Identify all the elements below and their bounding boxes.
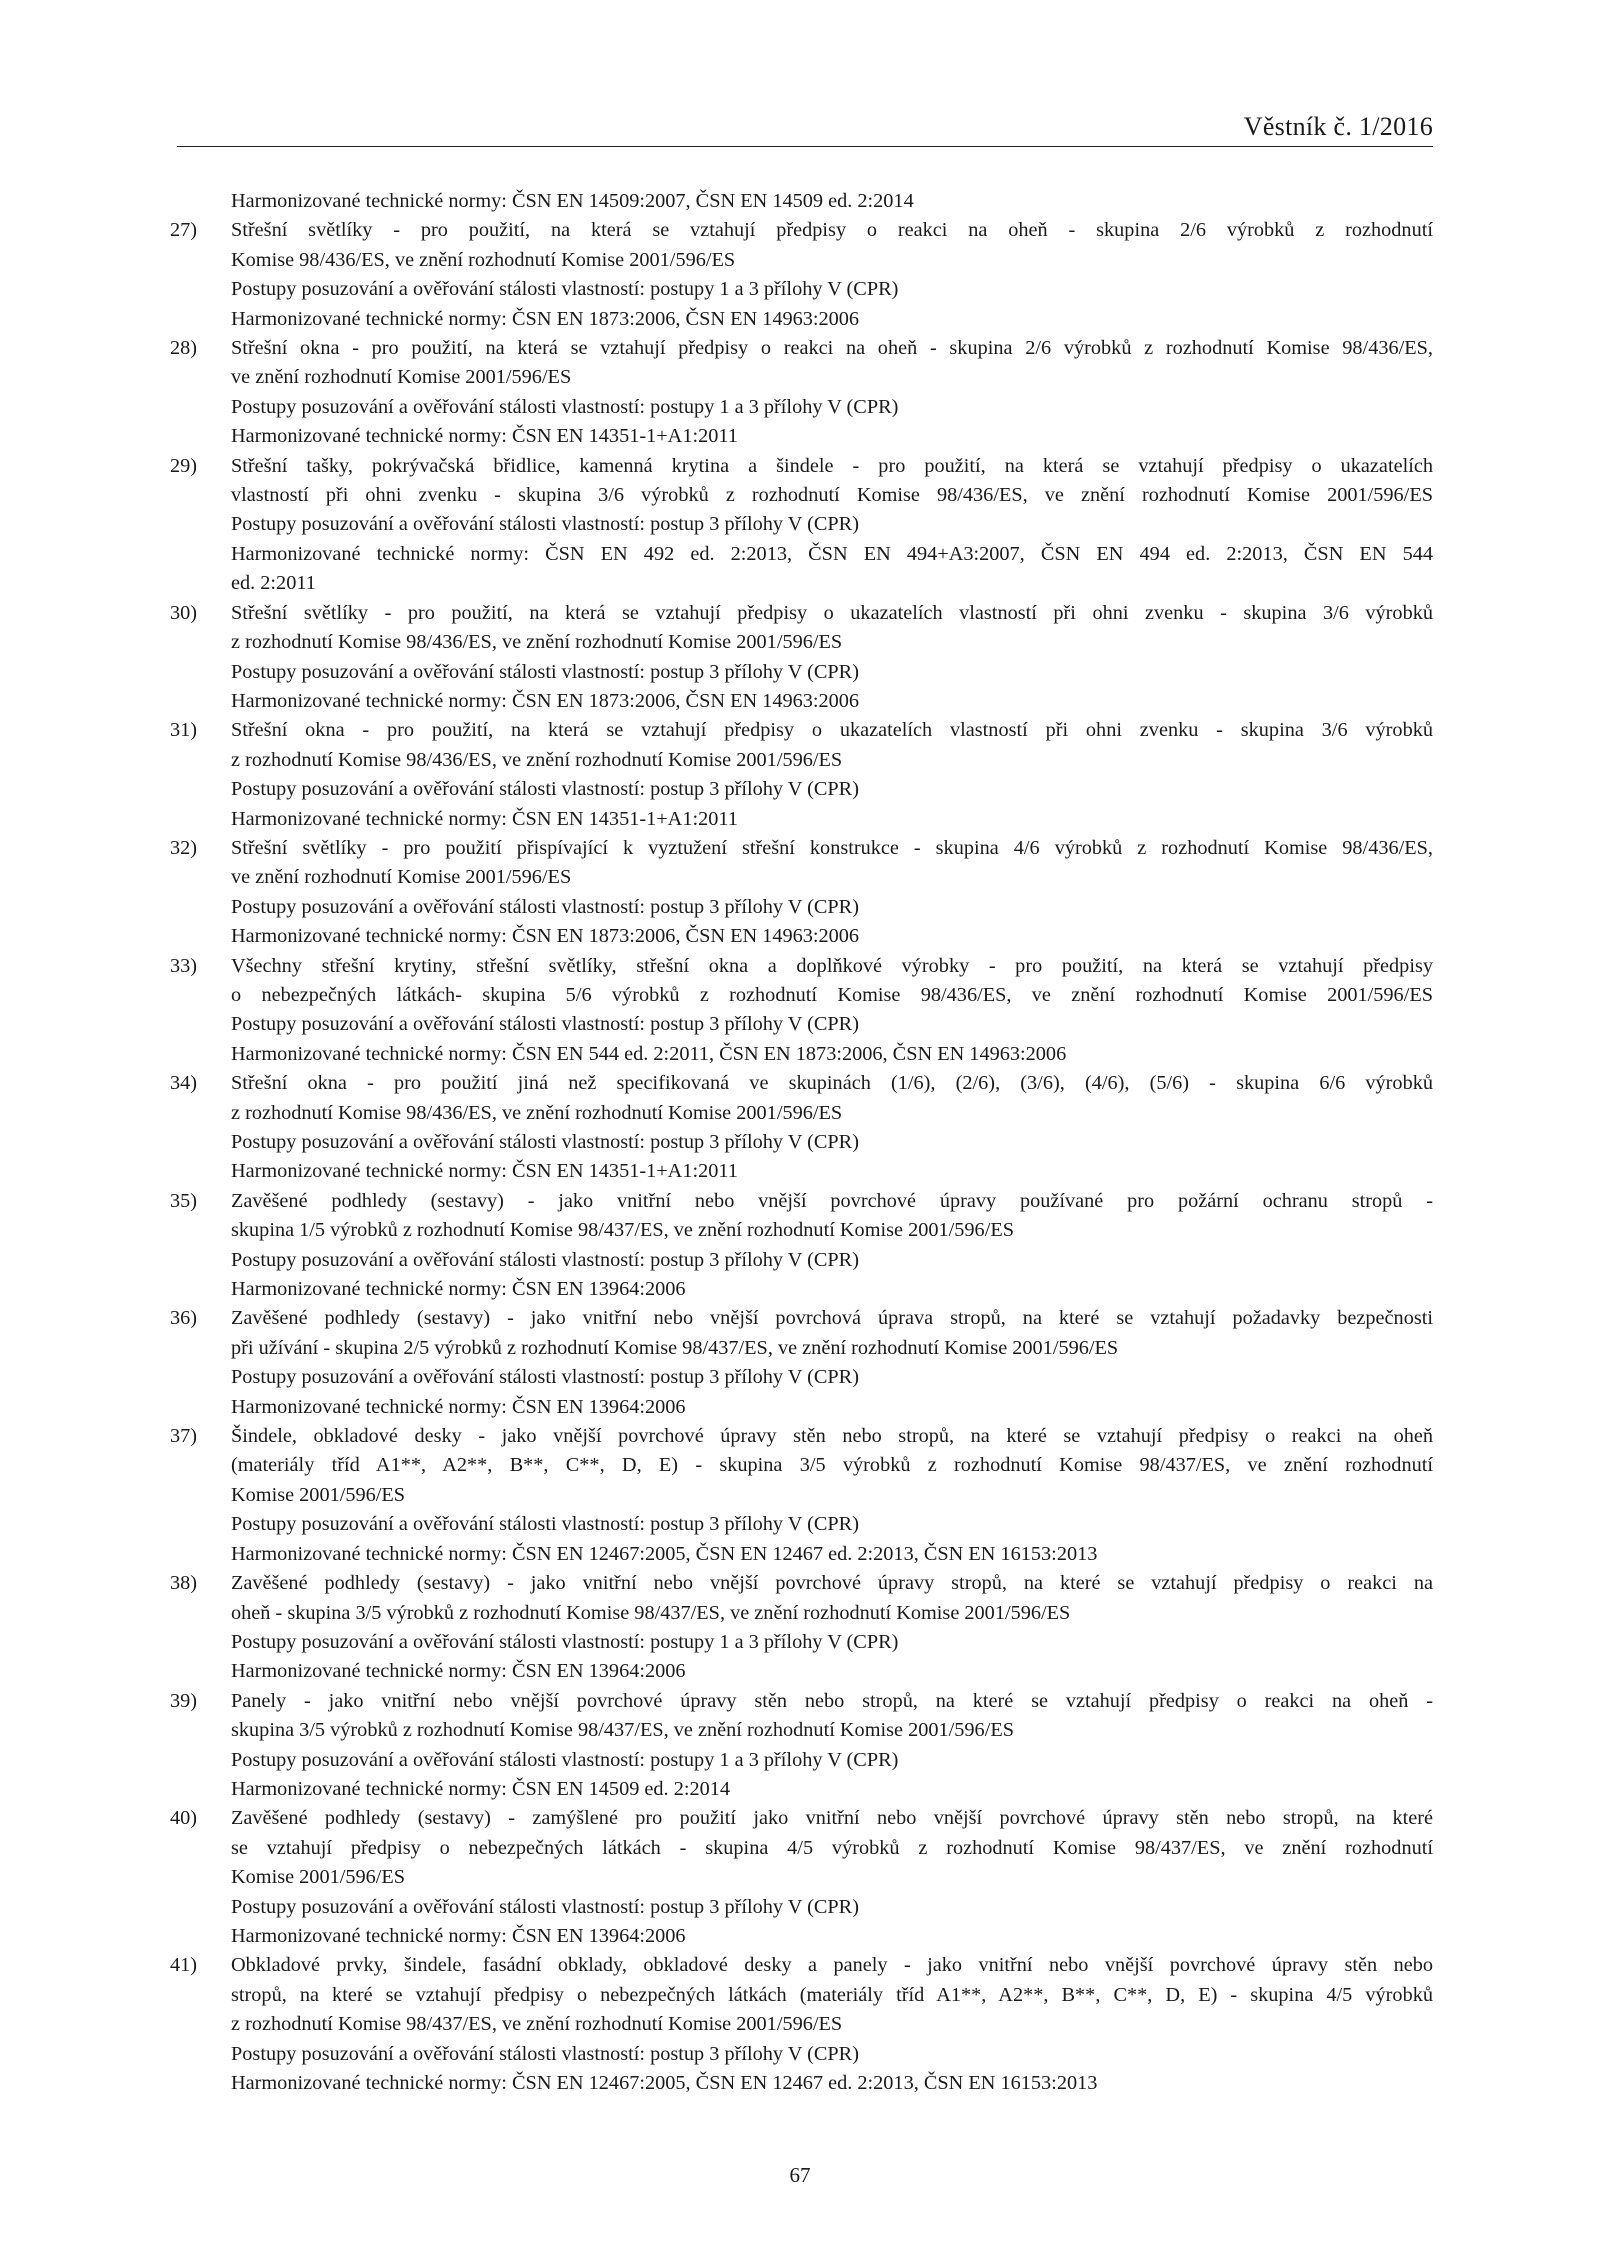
item-line: Střešní okna - pro použití, na která se vztahují předpisy o ukazatelích vlastností při ohni zvenku - skupina 3/6 výrobků xyxy=(231,719,1433,742)
item-line: Panely - jako vnitřní nebo vnější povrchové úpravy stěn nebo stropů, na které se vztahují předpisy o reakci na oheň - xyxy=(231,1689,1433,1712)
item-line: ve znění rozhodnutí Komise 2001/596/ES xyxy=(231,366,572,389)
list-item xyxy=(170,1687,1433,1805)
item-line: Komise 98/436/ES, ve znění rozhodnutí Komise 2001/596/ES xyxy=(231,248,736,271)
item-line: Komise 2001/596/ES xyxy=(231,1483,406,1506)
item-number: 35) xyxy=(170,1189,198,1212)
item-line: z rozhodnutí Komise 98/437/ES, ve znění rozhodnutí Komise 2001/596/ES xyxy=(231,2013,843,2036)
list-item xyxy=(170,334,1433,452)
item-number: 28) xyxy=(170,337,198,360)
list-item xyxy=(170,1569,1433,1687)
item-number: 30) xyxy=(170,601,198,624)
item-line: Postupy posuzování a ověřování stálosti vlastností: postup 3 přílohy V (CPR) xyxy=(231,778,859,801)
item-line: z rozhodnutí Komise 98/436/ES, ve znění rozhodnutí Komise 2001/596/ES xyxy=(231,631,843,654)
item-line: vlastností při ohni zvenku - skupina 3/6 výrobků z rozhodnutí Komise 98/436/ES, ve znění rozhodnutí Komise 2001/596/ES xyxy=(231,484,1433,507)
item-number: 27) xyxy=(170,219,198,242)
item-line: oheň - skupina 3/5 výrobků z rozhodnutí Komise 98/437/ES, ve znění rozhodnutí Komise 2001/596/ES xyxy=(231,1601,1071,1624)
item-line: Harmonizované technické normy: ČSN EN 1873:2006, ČSN EN 14963:2006 xyxy=(231,689,860,712)
list-item xyxy=(170,452,1433,599)
item-line: Postupy posuzování a ověřování stálosti vlastností: postup 3 přílohy V (CPR) xyxy=(231,513,859,536)
item-number: 34) xyxy=(170,1072,198,1095)
item-line: Harmonizované technické normy: ČSN EN 14351-1+A1:2011 xyxy=(231,1160,738,1183)
item-line: Harmonizované technické normy: ČSN EN 12467:2005, ČSN EN 12467 ed. 2:2013, ČSN EN 16153:2013 xyxy=(231,1542,1098,1565)
item-line: Zavěšené podhledy (sestavy) - jako vnitřní nebo vnější povrchové úpravy používané pro požární ochranu stropů - xyxy=(231,1189,1433,1212)
item-line: ve znění rozhodnutí Komise 2001/596/ES xyxy=(231,866,572,889)
list-item xyxy=(170,599,1433,717)
item-line: Postupy posuzování a ověřování stálosti vlastností: postup 3 přílohy V (CPR) xyxy=(231,1895,859,1918)
item-line: Střešní okna - pro použití, na která se vztahují předpisy o reakci na oheň - skupina 2/6 výrobků z rozhodnutí Komise 98/436/ES, xyxy=(231,337,1433,360)
list-item xyxy=(170,716,1433,834)
item-line: Harmonizované technické normy: ČSN EN 1873:2006, ČSN EN 14963:2006 xyxy=(231,925,860,948)
item-line: Zavěšené podhledy (sestavy) - jako vnitřní nebo vnější povrchové úpravy stropů, na které se vztahují předpisy o reakci na xyxy=(231,1572,1433,1595)
item-number: 29) xyxy=(170,454,198,477)
item-line: skupina 1/5 výrobků z rozhodnutí Komise 98/437/ES, ve znění rozhodnutí Komise 2001/596/ES xyxy=(231,1219,1014,1242)
item-line: Harmonizované technické normy: ČSN EN 14351-1+A1:2011 xyxy=(231,807,738,830)
item-line: z rozhodnutí Komise 98/436/ES, ve znění rozhodnutí Komise 2001/596/ES xyxy=(231,1101,843,1124)
item-line: Obkladové prvky, šindele, fasádní obklady, obkladové desky a panely - jako vnitřní nebo vnější povrchové úpravy stěn nebo xyxy=(231,1954,1433,1977)
item-line: Postupy posuzování a ověřování stálosti vlastností: postupy 1 a 3 přílohy V (CPR) xyxy=(231,1630,899,1653)
item-line: Postupy posuzování a ověřování stálosti vlastností: postup 3 přílohy V (CPR) xyxy=(231,2042,859,2065)
item-line: Harmonizované technické normy: ČSN EN 12467:2005, ČSN EN 12467 ed. 2:2013, ČSN EN 16153:2013 xyxy=(231,2072,1098,2094)
item-line: Zavěšené podhledy (sestavy) - zamýšlené pro použití jako vnitřní nebo vnější povrchové úpravy stěn nebo stropů, na které xyxy=(231,1807,1433,1830)
item-line: Střešní světlíky - pro použití přispívající k vyztužení střešní konstrukce - skupina 4/6 výrobků z rozhodnutí Komise 98/436/ES, xyxy=(231,836,1433,859)
item-line: Postupy posuzování a ověřování stálosti vlastností: postupy 1 a 3 přílohy V (CPR) xyxy=(231,395,899,418)
item-line: Postupy posuzování a ověřování stálosti vlastností: postup 3 přílohy V (CPR) xyxy=(231,1513,859,1536)
item-line: Střešní tašky, pokrývačská břidlice, kamenná krytina a šindele - pro použití, na která se vztahují předpisy o ukazatelích xyxy=(231,454,1433,477)
page-header xyxy=(177,108,1433,147)
item-line: při užívání - skupina 2/5 výrobků z rozhodnutí Komise 98/437/ES, ve znění rozhodnutí Komise 2001/596/ES xyxy=(231,1336,1119,1359)
item-line: Harmonizované technické normy: ČSN EN 492 ed. 2:2013, ČSN EN 494+A3:2007, ČSN EN 494 ed. 2:2013, ČSN EN 544 xyxy=(231,542,1433,565)
document-body xyxy=(170,187,1433,2098)
item-line: Harmonizované technické normy: ČSN EN 544 ed. 2:2011, ČSN EN 1873:2006, ČSN EN 14963:2006 xyxy=(231,1042,1067,1065)
item-line: Postupy posuzování a ověřování stálosti vlastností: postup 3 přílohy V (CPR) xyxy=(231,660,859,683)
item-line: Postupy posuzování a ověřování stálosti vlastností: postupy 1 a 3 přílohy V (CPR) xyxy=(231,278,899,301)
item-line: Harmonizované technické normy: ČSN EN 14351-1+A1:2011 xyxy=(231,425,738,448)
item-line: ed. 2:2011 xyxy=(231,572,316,595)
item-line: Šindele, obkladové desky - jako vnější povrchové úpravy stěn nebo stropů, na které se vztahují předpisy o reakci na oheň xyxy=(231,1425,1433,1448)
item-line: Postupy posuzování a ověřování stálosti vlastností: postup 3 přílohy V (CPR) xyxy=(231,1013,859,1036)
item-line: z rozhodnutí Komise 98/436/ES, ve znění rozhodnutí Komise 2001/596/ES xyxy=(231,748,843,771)
list-item xyxy=(170,1304,1433,1422)
list-item xyxy=(170,834,1433,952)
item-number: 37) xyxy=(170,1425,198,1448)
item-line: Všechny střešní krytiny, střešní světlíky, střešní okna a doplňkové výrobky - pro použití, na která se vztahují předpisy xyxy=(231,954,1433,977)
item-line: skupina 3/5 výrobků z rozhodnutí Komise 98/437/ES, ve znění rozhodnutí Komise 2001/596/ES xyxy=(231,1719,1014,1742)
item-line: Harmonizované technické normy: ČSN EN 14509 ed. 2:2014 xyxy=(231,1777,731,1800)
item-number: 33) xyxy=(170,954,198,977)
list-item xyxy=(170,1951,1433,2098)
item-line: Harmonizované technické normy: ČSN EN 1873:2006, ČSN EN 14963:2006 xyxy=(231,307,860,330)
item-number: 32) xyxy=(170,836,198,859)
item-line: Střešní okna - pro použití jiná než specifikovaná ve skupinách (1/6), (2/6), (3/6), (4/6), (5/6) - skupina 6/6 výrobků xyxy=(231,1072,1433,1095)
item-number: 39) xyxy=(170,1689,198,1712)
item-number: 38) xyxy=(170,1572,198,1595)
item-line: Postupy posuzování a ověřování stálosti vlastností: postup 3 přílohy V (CPR) xyxy=(231,1248,859,1271)
page-number: 67 xyxy=(789,2163,811,2187)
item-line: Střešní světlíky - pro použití, na která se vztahují předpisy o reakci na oheň - skupina 2/6 výrobků z rozhodnutí xyxy=(231,219,1433,242)
item-line: (materiály tříd A1**, A2**, B**, C**, D, E) - skupina 3/5 výrobků z rozhodnutí Komise 98/437/ES, ve znění rozhodnutí xyxy=(231,1454,1433,1477)
item-number: 41) xyxy=(170,1954,198,1977)
lead-line: Harmonizované technické normy: ČSN EN 14509:2007, ČSN EN 14509 ed. 2:2014 xyxy=(231,190,914,212)
list-item xyxy=(170,1187,1433,1305)
item-line: Harmonizované technické normy: ČSN EN 13964:2006 xyxy=(231,1924,686,1947)
item-line: Harmonizované technické normy: ČSN EN 13964:2006 xyxy=(231,1278,686,1301)
item-line: Harmonizované technické normy: ČSN EN 13964:2006 xyxy=(231,1660,686,1683)
list-item xyxy=(170,1422,1433,1569)
item-line: o nebezpečných látkách- skupina 5/6 výrobků z rozhodnutí Komise 98/436/ES, ve znění rozhodnutí Komise 2001/596/ES xyxy=(231,983,1433,1006)
list-item xyxy=(170,952,1433,1070)
header-title: Věstník č. 1/2016 xyxy=(1243,112,1433,141)
item-line: stropů, na které se vztahují předpisy o nebezpečných látkách (materiály tříd A1**, A2**, B**, C**, D, E) - skupina 4/5 výrobků xyxy=(231,1983,1433,2006)
item-line: Postupy posuzování a ověřování stálosti vlastností: postupy 1 a 3 přílohy V (CPR) xyxy=(231,1748,899,1771)
item-line: Komise 2001/596/ES xyxy=(231,1866,406,1889)
item-line: Harmonizované technické normy: ČSN EN 13964:2006 xyxy=(231,1395,686,1418)
item-number: 31) xyxy=(170,719,198,742)
item-line: Střešní světlíky - pro použití, na která se vztahují předpisy o ukazatelích vlastností při ohni zvenku - skupina 3/6 výrobků xyxy=(231,601,1433,624)
item-line: Zavěšené podhledy (sestavy) - jako vnitřní nebo vnější povrchová úprava stropů, na které se vztahují požadavky bezpečnosti xyxy=(231,1307,1433,1330)
item-line: se vztahují předpisy o nebezpečných látkách - skupina 4/5 výrobků z rozhodnutí Komise 98/437/ES, ve znění rozhodnutí xyxy=(231,1836,1433,1859)
item-number: 36) xyxy=(170,1307,198,1330)
item-line: Postupy posuzování a ověřování stálosti vlastností: postup 3 přílohy V (CPR) xyxy=(231,1366,859,1389)
item-line: Postupy posuzování a ověřování stálosti vlastností: postup 3 přílohy V (CPR) xyxy=(231,1131,859,1153)
list-item xyxy=(170,1804,1433,1951)
list-item xyxy=(170,1069,1433,1187)
item-number: 40) xyxy=(170,1807,198,1830)
item-line: Postupy posuzování a ověřování stálosti vlastností: postup 3 přílohy V (CPR) xyxy=(231,895,859,918)
list-item xyxy=(170,216,1433,334)
